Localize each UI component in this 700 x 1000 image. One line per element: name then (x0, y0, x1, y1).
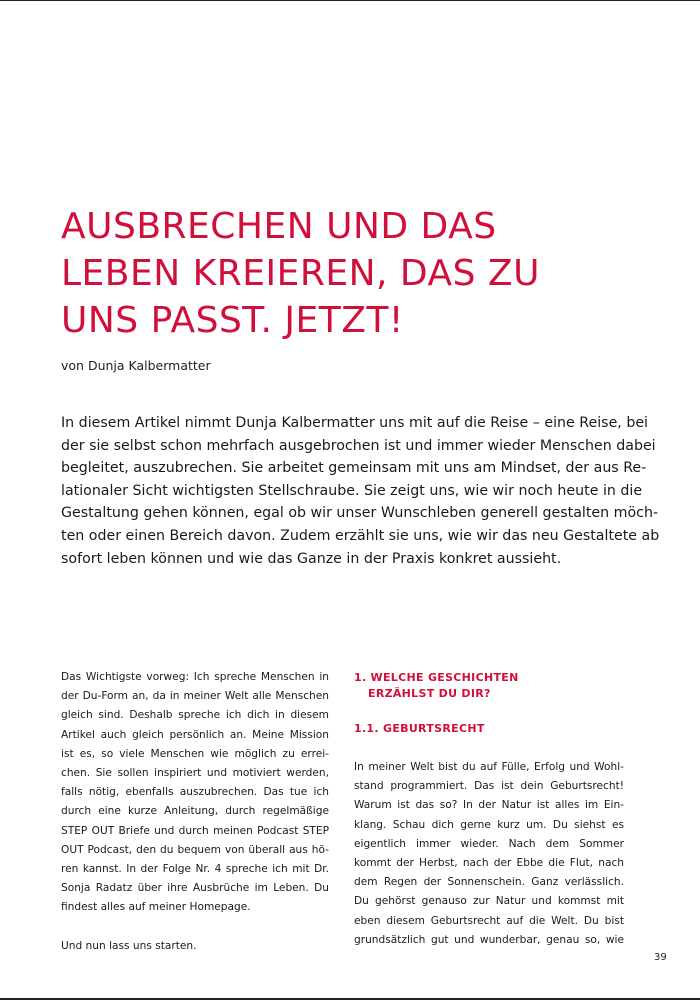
body-line: Du gehörst genauso zur Natur und kommst mit (354, 895, 624, 908)
body-line: falls nötig, ebenfalls auszubrechen. Das tue ich (61, 786, 329, 799)
right-column (354, 668, 624, 950)
intro-line: begleitet, auszubrechen. Sie arbeitet gemeinsam mit uns am Mindset, der aus Re- (61, 460, 647, 477)
article-title (61, 203, 661, 344)
section-heading-1 (354, 670, 624, 702)
intro-line: sofort leben können und wie das Ganze in der Praxis konkret aussieht. (61, 550, 562, 567)
body-line: findest alles auf meiner Homepage. (61, 901, 251, 914)
body-line: eigentlich immer wieder. Nach dem Sommer (354, 837, 624, 850)
intro-line: lationaler Sicht wichtigsten Stellschraube. Sie zeigt uns, wie wir noch heute in die (61, 482, 643, 499)
body-line: Sonja Radatz über ihre Ausbrüche im Leben. Du (61, 882, 329, 895)
body-line: Artikel auch gleich persönlich an. Meine Mission (61, 728, 329, 741)
body-line: chen. Sie sollen inspiriert und motiviert werden, (61, 767, 329, 780)
page-number: 39 (654, 952, 667, 963)
paragraph-spacer (61, 918, 329, 937)
body-line: klang. Schau dich gerne kurz um. Du siehst es (354, 818, 624, 831)
body-line: OUT Podcast, den du bequem von überall aus hö- (61, 843, 329, 856)
body-line: ren kannst. In der Folge Nr. 4 spreche ich mit Dr. (61, 863, 329, 876)
body-line: dem Regen der Sonnenschein. Ganz verlässlich. (354, 876, 624, 889)
intro-line: Gestaltung gehen können, egal ob wir unser Wunschleben generell gestalten möch- (61, 505, 659, 522)
title-line: AUSBRECHEN UND DAS (61, 206, 497, 247)
body-line: der Du-Form an, da in meiner Welt alle Menschen (61, 690, 329, 703)
body-line: STEP OUT Briefe und durch meinen Podcast STEP (61, 824, 329, 837)
article-intro (61, 412, 660, 570)
page-top-edge (0, 0, 700, 1)
left-paragraph-2: Und nun lass uns starten. (61, 939, 197, 952)
title-line: LEBEN KREIEREN, DAS ZU (61, 253, 540, 294)
heading-line: 1. WELCHE GESCHICHTEN (354, 671, 519, 684)
body-line: Das Wichtigste vorweg: Ich spreche Menschen in (61, 671, 329, 683)
body-line: gleich sind. Deshalb spreche ich dich in diesem (61, 709, 329, 722)
body-line: ist es, so viele Menschen wie möglich zu errei- (61, 747, 329, 760)
intro-line: der sie selbst schon mehrfach ausgebrochen ist und immer wieder Menschen dabei (61, 437, 656, 454)
author-byline: von Dunja Kalbermatter (61, 358, 211, 373)
body-line: durch eine kurze Anleitung, durch regelmäßige (61, 805, 329, 818)
intro-line: ten oder einen Bereich davon. Zudem erzählt sie uns, wie wir das neu Gestaltete ab (61, 527, 660, 544)
right-paragraph (354, 758, 624, 950)
body-line: Warum ist das so? In der Natur ist alles im Ein- (354, 799, 624, 812)
section-heading-1-1: 1.1. GEBURTSRECHT (354, 722, 485, 735)
body-line: kommt der Herbst, nach der Ebbe die Flut, nach (354, 857, 624, 870)
title-line: UNS PASST. JETZT! (61, 300, 404, 341)
left-column (61, 668, 329, 956)
intro-line: In diesem Artikel nimmt Dunja Kalbermatter uns mit auf die Reise – eine Reise, bei (61, 415, 648, 431)
left-paragraph-1 (61, 668, 329, 918)
body-line: eben diesem Geburtsrecht auf die Welt. Du bist (354, 914, 624, 927)
heading-line: ERZÄHLST DU DIR? (368, 687, 491, 700)
body-line: grundsätzlich gut und wunderbar, genau so, wie (354, 933, 624, 946)
body-line: stand programmiert. Das ist dein Geburtsrecht! (354, 780, 624, 793)
body-line: In meiner Welt bist du auf Fülle, Erfolg und Wohl- (354, 761, 624, 773)
